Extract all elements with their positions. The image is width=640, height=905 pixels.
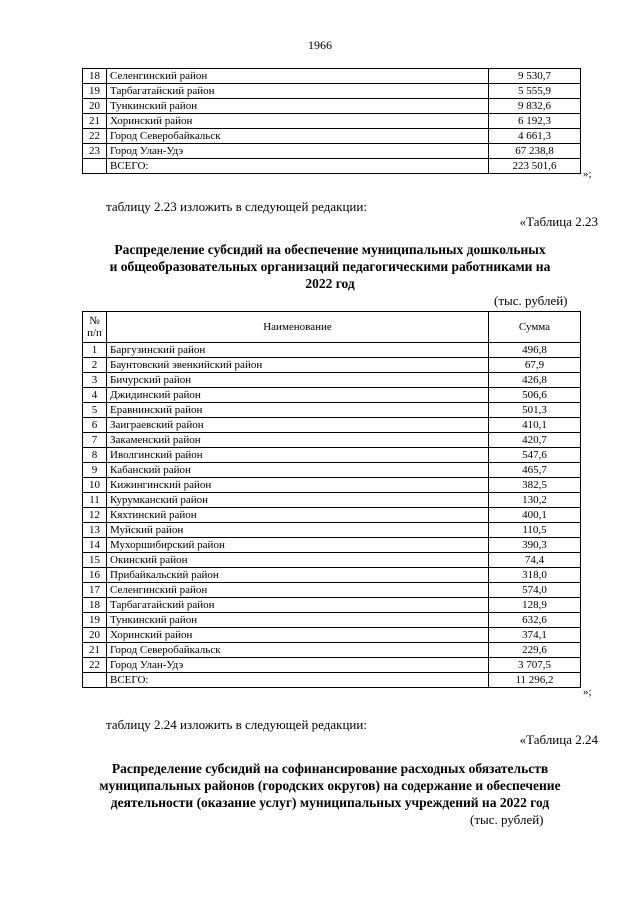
table-2-23-heading (60, 241, 600, 292)
row-name: Кижингинский район (107, 478, 489, 493)
row-sum: 400,1 (489, 508, 581, 523)
row-number: 18 (83, 598, 107, 613)
row-number: 21 (83, 643, 107, 658)
row-number: 9 (83, 463, 107, 478)
row-name: Баргузинский район (107, 343, 489, 358)
heading-line: 2022 год (305, 276, 355, 291)
table-row (83, 129, 581, 144)
row-name: Еравнинский район (107, 403, 489, 418)
table-row (83, 433, 581, 448)
row-sum: 426,8 (489, 373, 581, 388)
row-name: Кабанский район (107, 463, 489, 478)
row-sum: 229,6 (489, 643, 581, 658)
table-row (83, 99, 581, 114)
table-row (83, 84, 581, 99)
table-row (83, 403, 581, 418)
row-sum: 632,6 (489, 613, 581, 628)
row-number: 19 (83, 613, 107, 628)
table-2-24-heading (60, 760, 600, 811)
total-label: ВСЕГО: (107, 159, 489, 174)
table-row (83, 418, 581, 433)
table-row (83, 553, 581, 568)
row-name: Селенгинский район (107, 583, 489, 598)
row-number: 18 (83, 69, 107, 84)
row-number: 8 (83, 448, 107, 463)
table-row (83, 508, 581, 523)
heading-line: Распределение субсидий на софинансирование расходных обязательств (111, 761, 549, 776)
row-name: Кяхтинский район (107, 508, 489, 523)
table-row (83, 144, 581, 159)
row-name: Хоринский район (107, 628, 489, 643)
row-name: Иволгинский район (107, 448, 489, 463)
table-row (83, 598, 581, 613)
row-sum: 67,9 (489, 358, 581, 373)
row-name: Город Улан-Удэ (107, 144, 489, 159)
table-row (83, 613, 581, 628)
row-sum: 4 661,3 (489, 129, 581, 144)
row-number: 19 (83, 84, 107, 99)
total-number-cell (83, 159, 107, 174)
table-row (83, 628, 581, 643)
row-number: 22 (83, 658, 107, 673)
row-number: 14 (83, 538, 107, 553)
row-name: Заиграевский район (107, 418, 489, 433)
row-name: Тарбагатайский район (107, 84, 489, 99)
row-sum: 465,7 (489, 463, 581, 478)
row-name: Закаменский район (107, 433, 489, 448)
table-row (83, 358, 581, 373)
units-2-24: (тыс. рублей) (470, 812, 544, 827)
row-number: 13 (83, 523, 107, 538)
row-name: Тункинский район (107, 613, 489, 628)
table-2-23-closing: »; (583, 686, 592, 698)
page-number: 1966 (308, 38, 332, 52)
row-number: 3 (83, 373, 107, 388)
row-name: Мухоршибирский район (107, 538, 489, 553)
column-header-sum: Сумма (489, 312, 581, 343)
table-row (83, 538, 581, 553)
row-sum: 410,1 (489, 418, 581, 433)
table-row (83, 493, 581, 508)
row-number: 10 (83, 478, 107, 493)
row-sum: 390,3 (489, 538, 581, 553)
row-number: 5 (83, 403, 107, 418)
table-row (83, 373, 581, 388)
total-sum: 11 296,2 (489, 673, 581, 688)
heading-line: и общеобразовательных организаций педагогическими работниками на (109, 259, 551, 274)
row-number: 16 (83, 568, 107, 583)
table-row (83, 643, 581, 658)
heading-line: деятельности (оказание услуг) муниципальных учреждений на 2022 год (110, 795, 550, 810)
row-name: Город Северобайкальск (107, 129, 489, 144)
table-row (83, 343, 581, 358)
row-number: 20 (83, 628, 107, 643)
row-sum: 110,5 (489, 523, 581, 538)
table-row (83, 478, 581, 493)
row-name: Окинский район (107, 553, 489, 568)
row-name: Селенгинский район (107, 69, 489, 84)
row-sum: 128,9 (489, 598, 581, 613)
table-2-24-label: «Таблица 2.24 (519, 732, 598, 747)
previous-table-closing: »; (583, 168, 592, 180)
column-header-number: № п/п (83, 312, 107, 343)
row-number: 17 (83, 583, 107, 598)
row-name: Город Улан-Удэ (107, 658, 489, 673)
units-2-23: (тыс. рублей) (494, 293, 568, 308)
instruction-2-24: таблицу 2.24 изложить в следующей редакции: (106, 717, 367, 732)
row-name: Курумканский район (107, 493, 489, 508)
table-row (83, 448, 581, 463)
table-row (83, 523, 581, 538)
table-row (83, 463, 581, 478)
table-row (83, 568, 581, 583)
row-sum: 382,5 (489, 478, 581, 493)
row-number: 21 (83, 114, 107, 129)
column-header-name: Наименование (107, 312, 489, 343)
row-name: Тункинский район (107, 99, 489, 114)
table-row (83, 388, 581, 403)
row-sum: 3 707,5 (489, 658, 581, 673)
previous-table (82, 68, 581, 174)
row-sum: 374,1 (489, 628, 581, 643)
row-number: 23 (83, 144, 107, 159)
row-name: Баунтовский эвенкийский район (107, 358, 489, 373)
row-sum: 318,0 (489, 568, 581, 583)
row-sum: 506,6 (489, 388, 581, 403)
row-name: Город Северобайкальск (107, 643, 489, 658)
heading-line: муниципальных районов (городских округов) на содержание и обеспечение (99, 778, 561, 793)
row-sum: 501,3 (489, 403, 581, 418)
row-sum: 130,2 (489, 493, 581, 508)
row-number: 7 (83, 433, 107, 448)
table-2-23-label: «Таблица 2.23 (519, 214, 598, 229)
row-sum: 547,6 (489, 448, 581, 463)
row-name: Тарбагатайский район (107, 598, 489, 613)
row-sum: 5 555,9 (489, 84, 581, 99)
heading-line: Распределение субсидий на обеспечение муниципальных дошкольных (114, 242, 546, 257)
table-row (83, 114, 581, 129)
row-name: Прибайкальский район (107, 568, 489, 583)
table-2-23 (82, 311, 581, 688)
total-sum: 223 501,6 (489, 159, 581, 174)
table-row (83, 658, 581, 673)
total-label: ВСЕГО: (107, 673, 489, 688)
row-sum: 9 832,6 (489, 99, 581, 114)
row-name: Бичурский район (107, 373, 489, 388)
total-row (83, 673, 581, 688)
total-number-cell (83, 673, 107, 688)
row-number: 22 (83, 129, 107, 144)
row-sum: 496,8 (489, 343, 581, 358)
row-number: 4 (83, 388, 107, 403)
row-sum: 6 192,3 (489, 114, 581, 129)
total-row (83, 159, 581, 174)
row-number: 12 (83, 508, 107, 523)
row-sum: 74,4 (489, 553, 581, 568)
table-row (83, 583, 581, 598)
row-name: Хоринский район (107, 114, 489, 129)
row-sum: 67 238,8 (489, 144, 581, 159)
row-number: 11 (83, 493, 107, 508)
row-number: 6 (83, 418, 107, 433)
row-number: 20 (83, 99, 107, 114)
row-number: 1 (83, 343, 107, 358)
row-sum: 420,7 (489, 433, 581, 448)
row-sum: 9 530,7 (489, 69, 581, 84)
instruction-2-23: таблицу 2.23 изложить в следующей редакции: (106, 199, 367, 214)
table-row (83, 69, 581, 84)
row-sum: 574,0 (489, 583, 581, 598)
row-number: 2 (83, 358, 107, 373)
row-name: Муйский район (107, 523, 489, 538)
row-number: 15 (83, 553, 107, 568)
row-name: Джидинский район (107, 388, 489, 403)
